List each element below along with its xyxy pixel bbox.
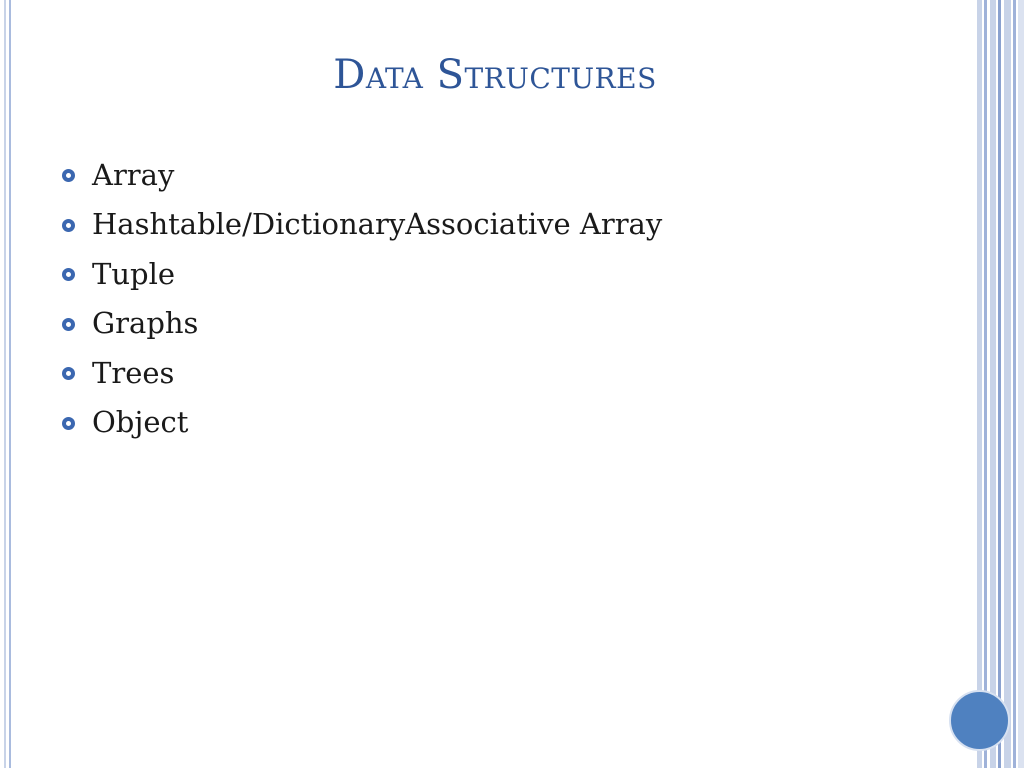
list-item — [62, 398, 662, 448]
left-border-line — [4, 0, 6, 768]
list-item — [62, 299, 662, 349]
ring-bullet-icon — [62, 169, 75, 182]
ring-bullet-icon — [62, 367, 75, 380]
right-border-stripe — [984, 0, 987, 768]
right-border-stripe — [1004, 0, 1011, 768]
slide-title: Data Structures — [333, 52, 657, 98]
ring-bullet-icon — [62, 219, 75, 232]
left-border-line — [9, 0, 11, 768]
blue-circle-decoration — [949, 690, 1010, 751]
ring-bullet-icon — [62, 268, 75, 281]
bullet-text: Object — [92, 405, 189, 440]
ring-bullet-icon — [62, 417, 75, 430]
ring-bullet-icon — [62, 318, 75, 331]
bullet-text: Graphs — [92, 306, 199, 341]
right-border-stripe — [1018, 0, 1024, 768]
list-item — [62, 200, 662, 250]
bullet-text: Array — [92, 157, 175, 192]
right-border-stripe — [977, 0, 982, 768]
bullet-list — [62, 150, 662, 447]
bullet-text: Hashtable/DictionaryAssociative Array — [92, 207, 663, 242]
list-item — [62, 249, 662, 299]
right-border-stripe — [998, 0, 1001, 768]
bullet-text: Tuple — [92, 256, 176, 291]
right-border-stripe — [1013, 0, 1016, 768]
list-item — [62, 348, 662, 398]
right-border-stripe — [990, 0, 996, 768]
bullet-text: Trees — [92, 355, 175, 390]
list-item — [62, 150, 662, 200]
